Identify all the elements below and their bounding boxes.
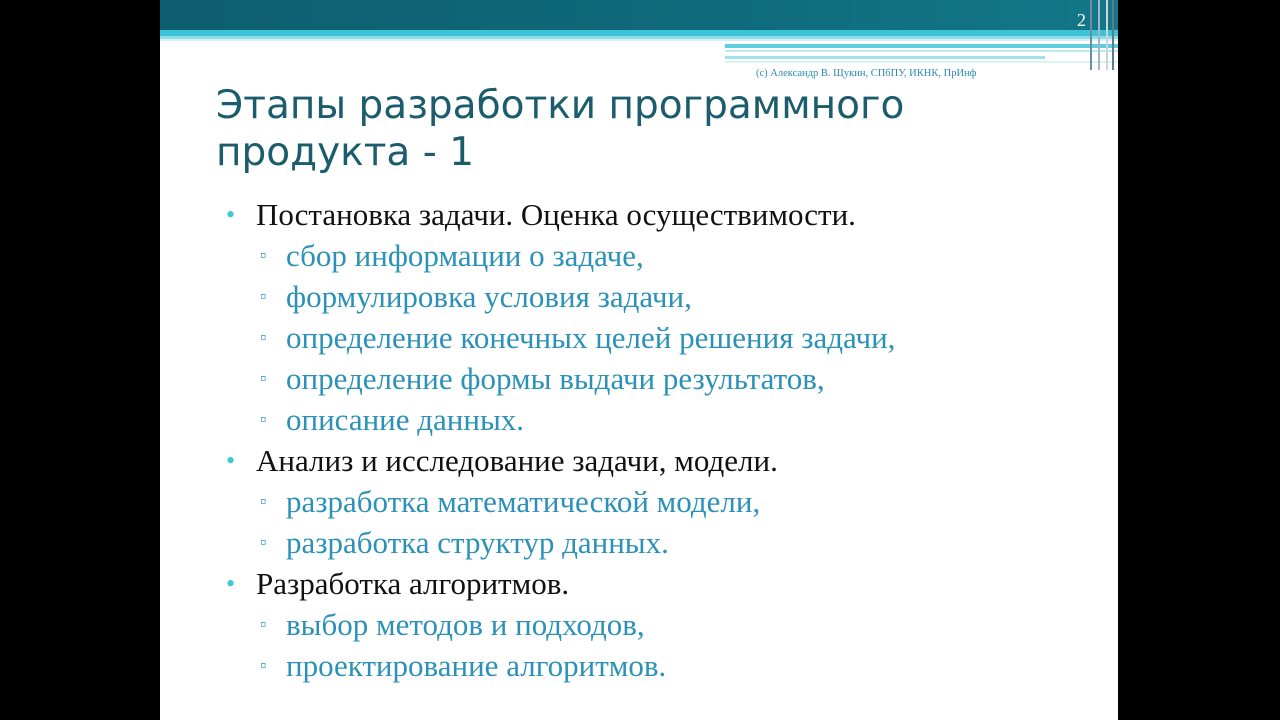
sub-list-item: [222, 399, 1102, 440]
square-bullet-icon: ▫: [260, 491, 267, 511]
sub-list-item: [222, 481, 1102, 522]
sub-list-item: [222, 645, 1102, 686]
header-stripe: [725, 61, 1118, 63]
sub-list-item-text: определение формы выдачи результатов,: [286, 361, 825, 396]
bullet-list: [222, 194, 1102, 686]
list-item-text: Постановка задачи. Оценка осуществимости.: [256, 197, 856, 232]
bullet-icon: •: [226, 200, 236, 229]
list-item: [222, 563, 1102, 604]
square-bullet-icon: ▫: [260, 368, 267, 388]
bullet-icon: •: [226, 569, 236, 598]
list-item-text: Анализ и исследование задачи, модели.: [256, 443, 778, 478]
header-stripe: [725, 44, 1118, 48]
square-bullet-icon: ▫: [260, 286, 267, 306]
list-item: [222, 440, 1102, 481]
sub-list-item: [222, 317, 1102, 358]
square-bullet-icon: ▫: [260, 614, 267, 634]
copyright-notice: (c) Александр В. Щукин, СПбПУ, ИКНК, ПрИнф: [756, 68, 977, 79]
sub-list-item: [222, 604, 1102, 645]
slide-title-line: продукта - 1: [216, 130, 475, 175]
sub-list-item: [222, 358, 1102, 399]
slide: [160, 0, 1118, 720]
sub-list-item-text: описание данных.: [286, 402, 525, 437]
sub-list-item: [222, 276, 1102, 317]
decorative-edge: [1090, 0, 1092, 70]
header-stripe: [725, 56, 1045, 59]
decorative-edge: [1112, 0, 1114, 70]
square-bullet-icon: ▫: [260, 532, 267, 552]
header-stripe: [725, 50, 1118, 52]
sub-list-item-text: разработка структур данных.: [286, 525, 669, 560]
sub-list-item-text: формулировка условия задачи,: [286, 279, 692, 314]
slide-number: 2: [1077, 10, 1086, 30]
slide-title-line: Этапы разработки программного: [216, 83, 905, 128]
sub-list-item-text: выбор методов и подходов,: [286, 607, 645, 642]
bullet-icon: •: [226, 446, 236, 475]
square-bullet-icon: ▫: [260, 327, 267, 347]
sub-list-item-text: определение конечных целей решения задачи,: [286, 320, 896, 355]
square-bullet-icon: ▫: [260, 245, 267, 265]
header-band: [160, 0, 1118, 30]
sub-list-item-text: разработка математической модели,: [286, 484, 761, 519]
list-item: [222, 194, 1102, 235]
sub-list-item: [222, 522, 1102, 563]
slide-title: [216, 82, 1076, 176]
square-bullet-icon: ▫: [260, 655, 267, 675]
sub-list-item-text: сбор информации о задаче,: [286, 238, 644, 273]
header-stripe: [160, 39, 1118, 41]
decorative-edge: [1106, 0, 1108, 70]
square-bullet-icon: ▫: [260, 409, 267, 429]
sub-list-item-text: проектирование алгоритмов.: [286, 648, 667, 683]
decorative-edge: [1098, 0, 1100, 70]
sub-list-item: [222, 235, 1102, 276]
list-item-text: Разработка алгоритмов.: [256, 566, 570, 601]
